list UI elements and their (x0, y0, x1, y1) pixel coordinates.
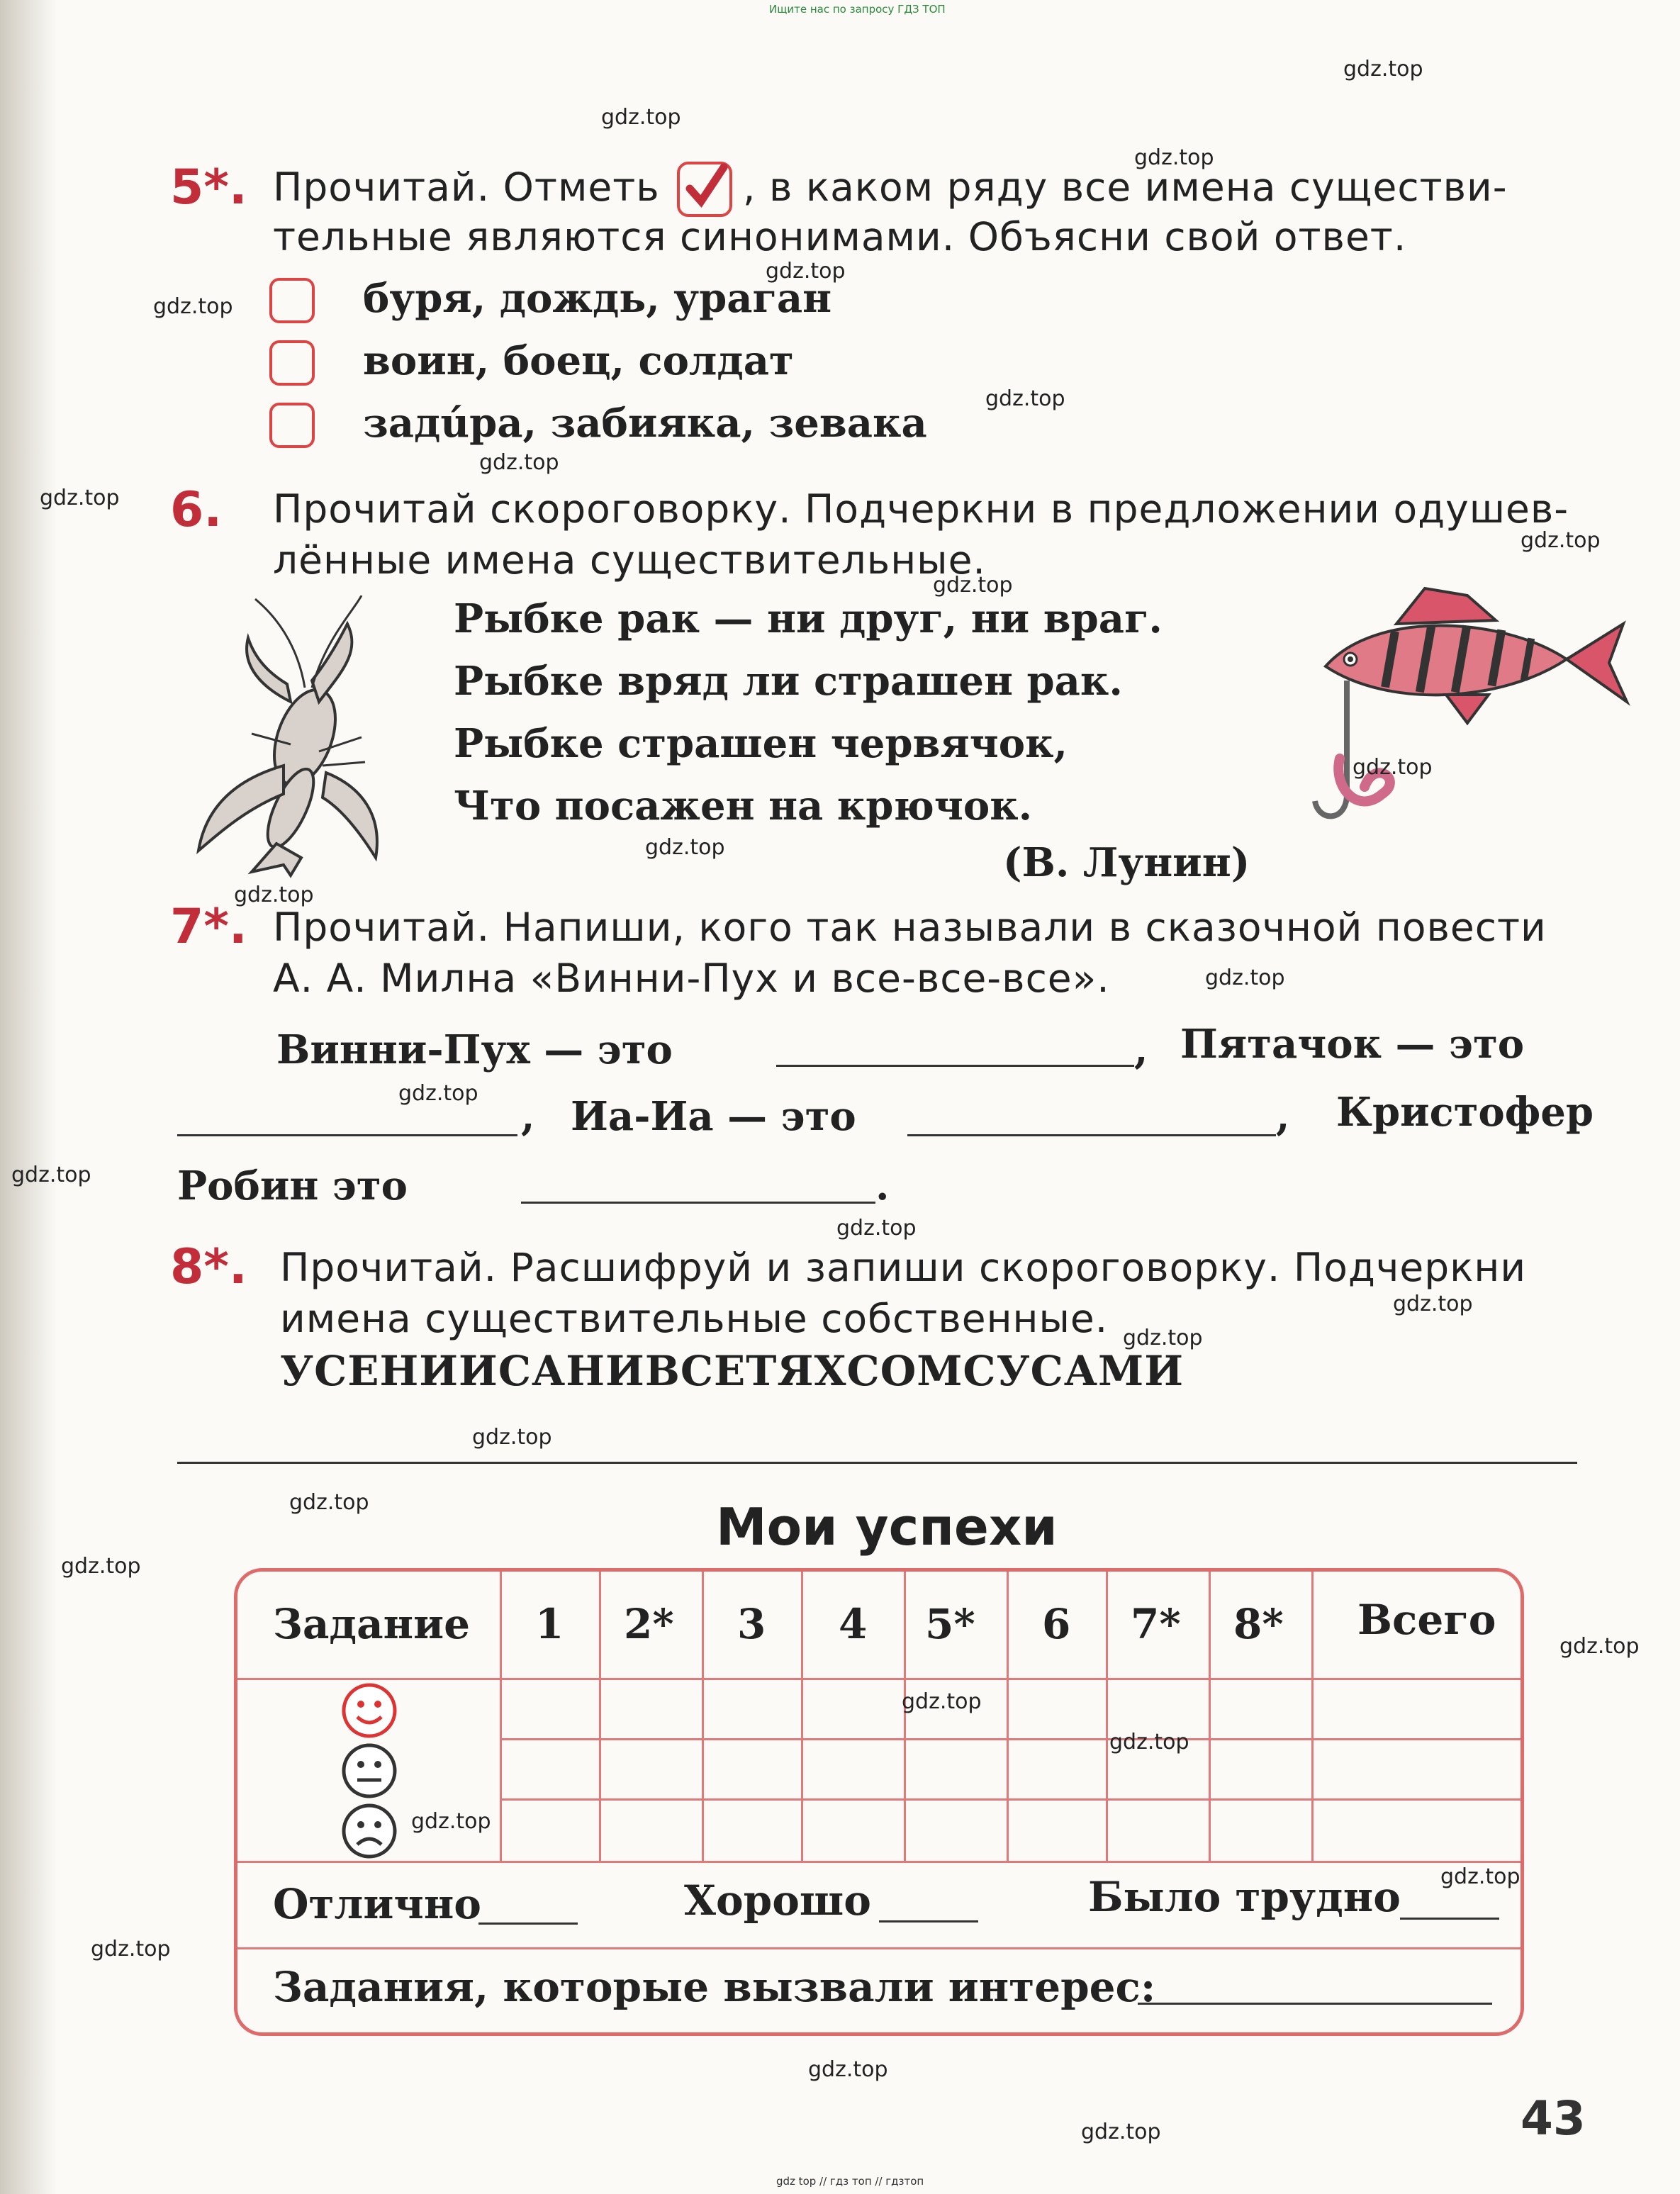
table-divider (599, 1572, 601, 1862)
col-header: 4 (839, 1600, 868, 1648)
table-divider (702, 1572, 704, 1862)
table-divider (1007, 1572, 1009, 1862)
answer-blank[interactable] (521, 1173, 875, 1204)
table-divider (500, 1798, 1524, 1801)
rating-excellent: Отлично (273, 1880, 481, 1928)
task5-text-b: , в каком ряду все имена существи- (743, 164, 1508, 210)
col-header: 3 (737, 1600, 766, 1648)
task6-number: 6. (170, 482, 223, 538)
poem-line: Рыбке страшен червячок, (454, 720, 1068, 767)
answer-line[interactable] (177, 1462, 1577, 1464)
answer-label: Пятачок — это (1180, 1021, 1525, 1068)
rating-hard: Было трудно (1088, 1873, 1401, 1921)
table-divider (1209, 1572, 1211, 1862)
col-header: 6 (1042, 1600, 1071, 1648)
col-header: 2* (624, 1600, 674, 1648)
answer-label: Кристофер (1336, 1089, 1594, 1136)
answer-blank[interactable] (177, 1106, 517, 1136)
watermark: gdz.top (902, 1689, 982, 1714)
col-header: Всего (1357, 1596, 1496, 1644)
watermark: gdz.top (1134, 145, 1214, 170)
fish-on-hook-icon (1233, 581, 1630, 839)
col-label: Задание (273, 1600, 471, 1648)
watermark: gdz.top (1123, 1326, 1203, 1350)
task5-number: 5*. (170, 159, 247, 216)
poem-line: Рыбке вряд ли страшен рак. (454, 658, 1123, 705)
table-divider (237, 1861, 1524, 1863)
watermark: gdz.top (1393, 1292, 1473, 1316)
answer-label: Винни-Пух — это (276, 1026, 673, 1073)
poem-author: (В. Лунин) (1003, 839, 1250, 886)
table-divider (1311, 1572, 1314, 1862)
page-edge-shadow (0, 0, 57, 2194)
table-divider (500, 1572, 502, 1862)
cipher-text: УСЕНИИСАНИВСЕТЯХСОМСУСАМИ (280, 1347, 1185, 1395)
table-divider (237, 1678, 1524, 1680)
watermark: gdz.top (411, 1809, 491, 1834)
task7-text-line1: Прочитай. Напиши, кого так называли в сказочной повести (273, 905, 1547, 950)
table-divider (904, 1572, 906, 1862)
interest-label: Задания, которые вызвали интерес: (273, 1963, 1156, 2011)
answer-blank[interactable] (907, 1106, 1276, 1136)
watermark: gdz.top (808, 2057, 888, 2082)
watermark: gdz.top (153, 294, 233, 319)
watermark: gdz.top (1205, 966, 1285, 990)
watermark: gdz.top (1521, 528, 1601, 553)
watermark: gdz.top (11, 1163, 91, 1187)
bottom-caption: gdz top // гдз топ // гдзтоп (776, 2175, 924, 2188)
table-divider (500, 1738, 1524, 1740)
watermark: gdz.top (985, 386, 1065, 411)
option-checkbox[interactable] (269, 340, 315, 386)
watermark: gdz.top (645, 835, 725, 860)
comma: , (521, 1093, 535, 1140)
watermark: gdz.top (1353, 755, 1433, 780)
col-header: 1 (535, 1600, 564, 1648)
watermark: gdz.top (398, 1081, 478, 1106)
watermark: gdz.top (836, 1216, 917, 1241)
watermark: gdz.top (61, 1554, 141, 1579)
results-table (234, 1568, 1524, 2036)
poem-line: Что посажен на крючок. (454, 783, 1033, 829)
watermark: gdz.top (1559, 1634, 1640, 1659)
comma: , (1276, 1093, 1290, 1140)
table-divider (237, 1947, 1524, 1949)
watermark: gdz.top (479, 450, 559, 475)
watermark: gdz.top (472, 1425, 552, 1450)
watermark: gdz.top (601, 105, 681, 130)
col-header: 5* (925, 1600, 975, 1648)
watermark: gdz.top (1081, 2120, 1161, 2144)
col-header: 7* (1131, 1600, 1181, 1648)
rating-blank[interactable] (1400, 1889, 1499, 1920)
col-header: 8* (1233, 1600, 1284, 1648)
watermark: gdz.top (766, 259, 846, 284)
table-divider (1106, 1572, 1108, 1862)
answer-label: Робин это (177, 1163, 408, 1209)
task5-text-line2: тельные являются синонимами. Объясни свой ответ. (273, 214, 1407, 259)
task6-text-line2: лённые имена существительные. (273, 537, 986, 583)
option-checkbox[interactable] (269, 403, 315, 448)
watermark: gdz.top (234, 883, 314, 907)
table-divider (801, 1572, 803, 1862)
rating-blank[interactable] (879, 1892, 978, 1922)
watermark: gdz.top (1109, 1730, 1189, 1754)
task8-text-line2: имена существительные собственные. (280, 1296, 1109, 1341)
neutral-face-icon (340, 1742, 398, 1803)
top-caption: Ищите нас по запросу ГДЗ ТОП (769, 3, 946, 16)
answer-label: Иа-Иа — это (571, 1093, 856, 1140)
watermark: gdz.top (1343, 57, 1423, 82)
watermark: gdz.top (1440, 1864, 1521, 1889)
watermark: gdz.top (933, 573, 1013, 598)
task7-text-line2: А. А. Милна «Винни-Пух и все-все-все». (273, 956, 1110, 1001)
task8-number: 8*. (170, 1239, 247, 1295)
poem-line: Рыбке рак — ни друг, ни враг. (454, 595, 1163, 642)
page-number: 43 (1521, 2091, 1586, 2146)
sad-face-icon (340, 1802, 398, 1863)
option-text: задúра, забияка, зевака (363, 400, 927, 447)
watermark: gdz.top (40, 486, 120, 510)
rating-good: Хорошо (684, 1876, 871, 1925)
watermark: gdz.top (289, 1490, 369, 1515)
rating-blank[interactable] (478, 1894, 578, 1925)
task7-number: 7*. (170, 899, 247, 955)
checkmark-box-icon (677, 162, 732, 217)
answer-blank[interactable] (776, 1036, 1134, 1067)
option-text: воин, боец, солдат (363, 337, 794, 384)
comma: , (1134, 1026, 1148, 1073)
happy-face-icon (340, 1681, 398, 1742)
interest-blank[interactable] (1138, 1974, 1492, 2005)
results-title: Мои успехи (716, 1497, 1058, 1557)
crayfish-icon (184, 595, 397, 882)
task5-text-a: Прочитай. Отметь (273, 164, 660, 210)
option-text: буря, дождь, ураган (363, 275, 832, 322)
period: . (875, 1163, 890, 1209)
task6-text-line1: Прочитай скороговорку. Подчеркни в предложении одушев- (273, 486, 1569, 532)
option-checkbox[interactable] (269, 278, 315, 323)
task8-text-line1: Прочитай. Расшифруй и запиши скороговорку. Подчеркни (280, 1245, 1527, 1290)
watermark: gdz.top (91, 1937, 171, 1961)
